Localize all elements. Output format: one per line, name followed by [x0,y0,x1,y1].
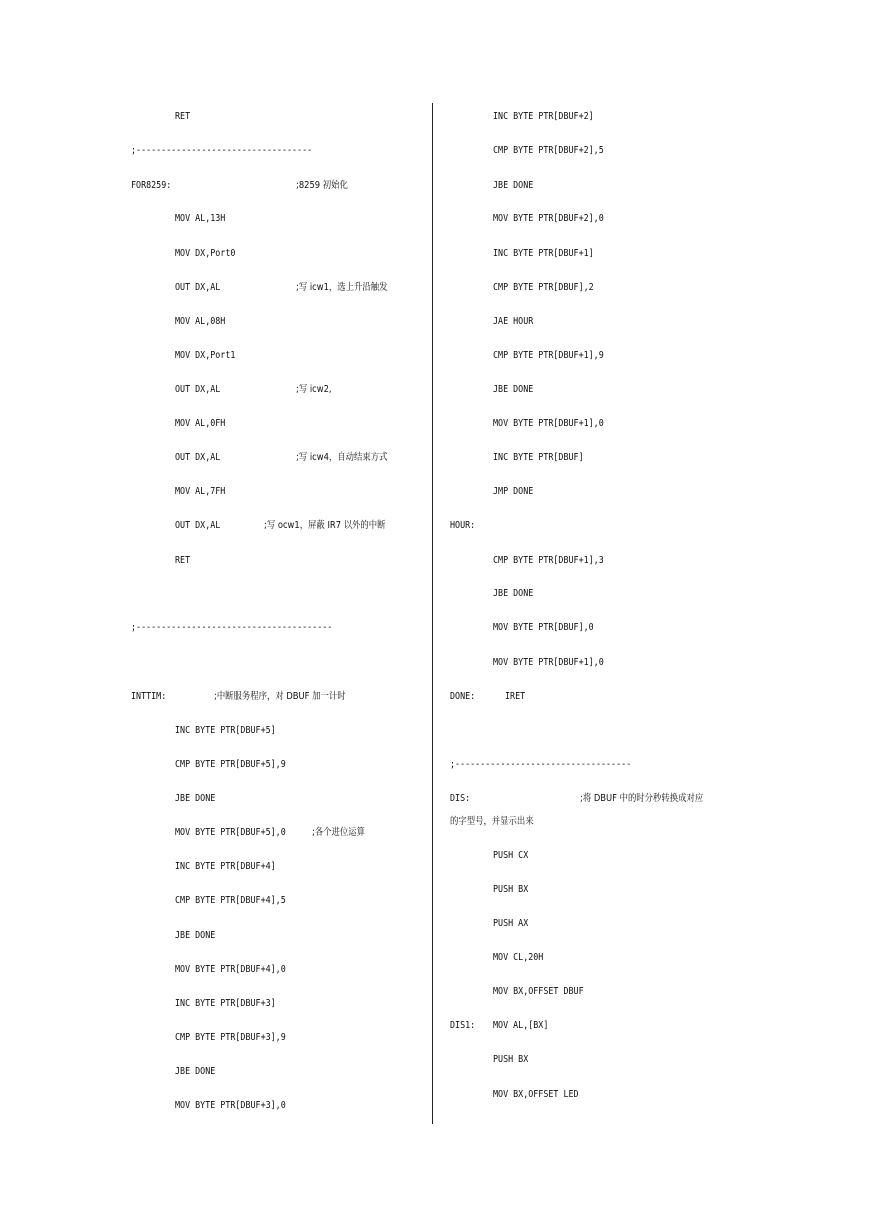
code-line: CMP BYTE PTR[DBUF+5],9 [175,759,286,770]
code-line: CMP BYTE PTR[DBUF],2 [493,282,594,293]
code-line: MOV AL,08H [175,316,226,327]
code-line: MOV BYTE PTR[DBUF+2],0 [493,213,604,224]
code-line: PUSH AX [493,918,529,929]
code-comment: ;8259 初始化 [296,180,348,191]
code-line: MOV CL,20H [493,952,544,963]
code-comment: ;写 icw4，自动结束方式 [296,452,388,463]
code-line: CMP BYTE PTR[DBUF+3],9 [175,1032,286,1043]
code-line: INC BYTE PTR[DBUF+1] [493,248,594,259]
code-comment: ;将 DBUF 中的时分秒转换成对应 [580,793,704,804]
code-line: JBE DONE [493,588,534,599]
label-done: DONE: [450,691,476,702]
code-line: MOV BX,OFFSET LED [493,1089,579,1100]
label-hour: HOUR: [450,520,476,531]
code-line: MOV BYTE PTR[DBUF+1],0 [493,657,604,668]
code-line: INC BYTE PTR[DBUF] [493,452,584,463]
code-line: OUT DX,AL [175,282,221,293]
code-comment: ;写 icw1，选上升沿触发 [296,282,388,293]
code-line: PUSH CX [493,850,529,861]
code-comment-continuation: 的字型号，并显示出来 [450,816,534,827]
label-dis: DIS: [450,793,471,804]
code-line: MOV AL,[BX] [493,1020,549,1031]
code-line: MOV AL,0FH [175,418,226,429]
code-line: JBE DONE [493,180,534,191]
code-line: JBE DONE [175,793,216,804]
code-line: MOV BYTE PTR[DBUF+3],0 [175,1100,286,1111]
separator-comment: ;--------------------------------------- [131,622,333,633]
code-line: JBE DONE [175,1066,216,1077]
code-line: INC BYTE PTR[DBUF+2] [493,111,594,122]
code-line: OUT DX,AL [175,452,221,463]
code-line: IRET [505,691,526,702]
code-line: CMP BYTE PTR[DBUF+4],5 [175,895,286,906]
code-line: MOV BYTE PTR[DBUF],0 [493,622,594,633]
label-dis1: DIS1: [450,1020,476,1031]
code-line: INC BYTE PTR[DBUF+4] [175,861,276,872]
code-comment: ;写 icw2, [296,384,332,395]
code-line: JAE HOUR [493,316,534,327]
code-line: RET [175,555,191,566]
code-line: MOV DX,Port0 [175,248,236,259]
code-line: OUT DX,AL [175,384,221,395]
code-line: MOV BYTE PTR[DBUF+1],0 [493,418,604,429]
label-for8259: FOR8259: [131,180,172,191]
code-line: RET [175,111,191,122]
code-line: INC BYTE PTR[DBUF+5] [175,725,276,736]
code-line: MOV AL,13H [175,213,226,224]
code-line: CMP BYTE PTR[DBUF+2],5 [493,145,604,156]
code-line: MOV DX,Port1 [175,350,236,361]
code-line: MOV BX,OFFSET DBUF [493,986,584,997]
code-line: MOV AL,7FH [175,486,226,497]
code-line: MOV BYTE PTR[DBUF+5],0 [175,827,286,838]
code-comment: ;写 ocw1，屏蔽 IR7 以外的中断 [264,520,386,531]
separator-comment: ;----------------------------------- [131,145,313,156]
separator-comment: ;----------------------------------- [450,759,632,770]
column-divider [432,103,433,1124]
code-line: PUSH BX [493,1054,529,1065]
code-line: CMP BYTE PTR[DBUF+1],9 [493,350,604,361]
code-line: JBE DONE [175,930,216,941]
label-inttim: INTTIM: [131,691,167,702]
code-line: MOV BYTE PTR[DBUF+4],0 [175,964,286,975]
code-comment: ;各个进位运算 [312,827,365,838]
code-comment: ;中断服务程序，对 DBUF 加一计时 [214,691,346,702]
code-line: CMP BYTE PTR[DBUF+1],3 [493,555,604,566]
code-line: PUSH BX [493,884,529,895]
code-line: INC BYTE PTR[DBUF+3] [175,998,276,1009]
code-line: JMP DONE [493,486,534,497]
code-line: OUT DX,AL [175,520,221,531]
code-line: JBE DONE [493,384,534,395]
